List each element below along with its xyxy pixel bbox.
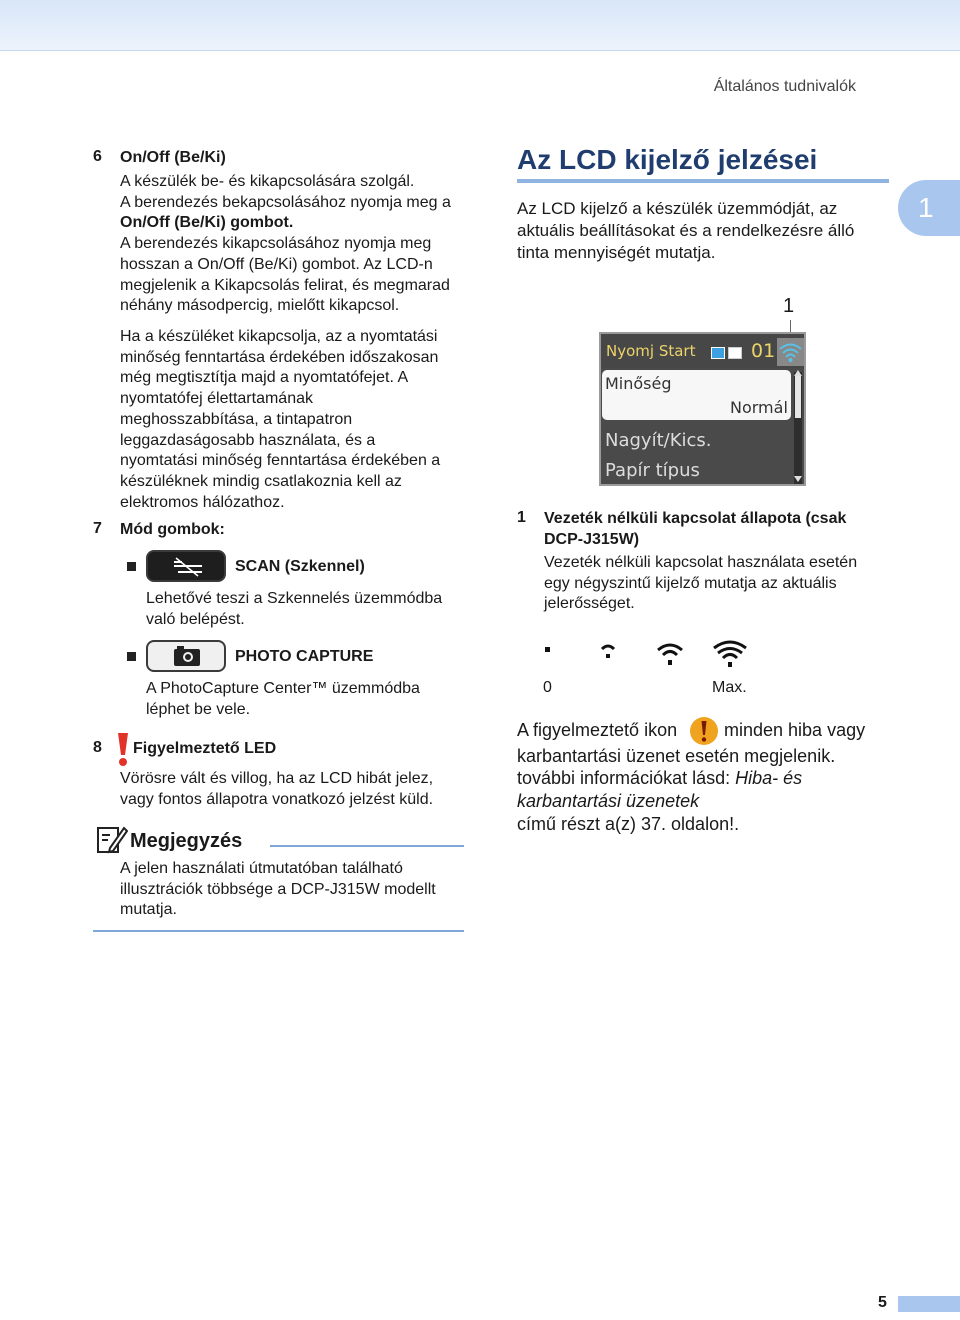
text-line: készüléknek mindig csatlakoznia kell az bbox=[120, 472, 402, 490]
item-number-7: 7 bbox=[93, 520, 102, 537]
warning-line2: karbantartási üzenet esetén megjelenik. bbox=[517, 746, 836, 766]
text-line: Vezeték nélküli kapcsolat állapota (csak bbox=[544, 510, 847, 527]
text-line: nyomtatófej élettartamának bbox=[120, 390, 313, 408]
lcd-copies: 01 bbox=[751, 340, 776, 362]
warning-text-after: minden hiba vagy bbox=[724, 720, 866, 740]
item7-title: Mód gombok: bbox=[120, 521, 225, 538]
text-line: Vezeték nélküli kapcsolat használata esetén bbox=[544, 554, 858, 571]
lcd-row1-value: Normál bbox=[730, 398, 788, 417]
signal-min-label: 0 bbox=[543, 679, 552, 696]
scan-description bbox=[146, 589, 442, 630]
text-line: vagy fontos állapotra vonatkozó jelzést küld. bbox=[120, 790, 434, 808]
text-line: minőség fenntartása érdekében időszakosan bbox=[120, 348, 439, 366]
lcd-row2-label: Nagyít/Kics. bbox=[605, 430, 712, 451]
signal-level-3-icon bbox=[714, 642, 746, 667]
text-line: leggazdaságosabb használata, és a bbox=[120, 431, 376, 449]
text-line: Ha a készüléket kikapcsolja, az a nyomtatási bbox=[120, 328, 438, 345]
item6-paragraph bbox=[120, 327, 470, 513]
photo-capture-description bbox=[146, 679, 420, 720]
signal-strength-levels bbox=[538, 640, 758, 672]
item-number-8: 8 bbox=[93, 739, 102, 756]
signal-max-label: Max. bbox=[712, 679, 747, 696]
note-pencil-icon bbox=[96, 824, 128, 854]
text-line: nyomtatási minőség fenntartása érdekében a bbox=[120, 452, 441, 470]
photo-capture-label: PHOTO CAPTURE bbox=[235, 648, 374, 665]
scan-label: SCAN (Szkennel) bbox=[235, 558, 365, 575]
ink-indicator-white bbox=[728, 347, 742, 359]
warning-text-before: A figyelmeztető ikon bbox=[517, 720, 678, 740]
note-rule-bottom bbox=[93, 930, 464, 932]
lcd-status-text: Nyomj Start bbox=[606, 342, 696, 360]
text-line: meghosszabbítása, a tintapatron bbox=[120, 410, 353, 428]
text-line: A berendezés kikapcsolásához nyomja meg bbox=[120, 235, 432, 253]
text-line: A PhotoCapture Center™ üzemmódba bbox=[146, 680, 420, 697]
wifi-box bbox=[777, 338, 804, 366]
scan-icon bbox=[148, 552, 224, 580]
text-line: megjelenik a Kikapcsolás felirat, és megmarad bbox=[120, 276, 450, 294]
photo-capture-button-icon bbox=[146, 640, 226, 672]
text-line: A készülék be- és kikapcsolására szolgál. bbox=[120, 173, 415, 190]
running-header: Általános tudnivalók bbox=[713, 78, 856, 95]
item-number-6: 6 bbox=[93, 148, 102, 165]
text-line: Lehetővé teszi a Szkennelés üzemmódba bbox=[146, 590, 443, 607]
bullet bbox=[127, 562, 136, 571]
warning-led-icon bbox=[116, 731, 130, 767]
callout-number: 1 bbox=[783, 295, 795, 317]
lcd-row3-label: Papír típus bbox=[605, 460, 700, 481]
note-text bbox=[120, 859, 470, 921]
item8-description bbox=[120, 769, 470, 810]
bullet bbox=[127, 652, 136, 661]
text-line: A berendezés bekapcsolásához nyomja meg a bbox=[120, 193, 451, 211]
camera-icon bbox=[148, 642, 224, 670]
text-line: hosszan a On/Off (Be/Ki) gombot. Az LCD-n bbox=[120, 255, 433, 273]
warning-line4-link[interactable]: karbantartási üzenetek bbox=[517, 791, 700, 811]
section-heading: Az LCD kijelző jelzései bbox=[517, 144, 818, 175]
signal-level-0-icon bbox=[545, 647, 550, 652]
item6-text bbox=[120, 172, 470, 317]
scroll-up-icon bbox=[794, 370, 802, 376]
text-line: egy négyszintű kijelző mutatja az aktuális bbox=[544, 574, 837, 592]
link-text[interactable]: Hiba- és bbox=[735, 768, 803, 788]
text-line: Az LCD kijelző a készülék üzemmódját, az bbox=[517, 199, 838, 218]
text-line: való belépést. bbox=[146, 610, 245, 628]
scroll-down-icon bbox=[794, 476, 802, 482]
text-line: mutatja. bbox=[120, 901, 177, 919]
lcd-screen bbox=[599, 332, 806, 486]
page-number: 5 bbox=[878, 1294, 887, 1311]
text-line: jelerősséget. bbox=[544, 595, 635, 613]
chapter-number: 1 bbox=[918, 192, 934, 223]
footer-tab bbox=[898, 1296, 960, 1312]
top-band bbox=[0, 0, 960, 51]
note-title: Megjegyzés bbox=[130, 830, 243, 852]
ink-indicator-cyan bbox=[711, 347, 725, 359]
right-item1-description bbox=[544, 553, 889, 615]
warning-line5: című részt a(z) 37. oldalon!. bbox=[517, 814, 740, 834]
text-line: DCP-J315W) bbox=[544, 530, 640, 548]
text-line: néhány másodpercig, mielőtt kikapcsol. bbox=[120, 297, 400, 315]
text-line: aktuális beállításokat és a rendelkezésre álló bbox=[517, 221, 855, 240]
intro-text bbox=[517, 198, 889, 264]
text-line: léphet be vele. bbox=[146, 700, 251, 718]
signal-level-2-icon bbox=[658, 645, 682, 665]
lcd-row1-label: Minőség bbox=[605, 374, 672, 393]
right-item1-title bbox=[544, 509, 889, 550]
right-item-number-1: 1 bbox=[517, 509, 526, 526]
text-line: Vörösre vált és villog, ha az LCD hibát jelez, bbox=[120, 770, 434, 787]
item6-title: On/Off (Be/Ki) bbox=[120, 149, 226, 166]
text-line: illusztrációk többsége a DCP-J315W modellt bbox=[120, 880, 436, 898]
wifi-icon bbox=[777, 338, 804, 366]
warning-line3 bbox=[517, 768, 802, 789]
text-span: további információkat lásd: bbox=[517, 768, 731, 788]
text-line: még megtisztítja majd a nyomtatófejet. A bbox=[120, 369, 409, 387]
text-line: A jelen használati útmutatóban található bbox=[120, 860, 403, 877]
heading-rule bbox=[517, 179, 889, 183]
warning-icon bbox=[688, 716, 720, 746]
item8-title: Figyelmeztető LED bbox=[133, 740, 277, 757]
signal-level-1-icon bbox=[602, 646, 614, 658]
lcd-scroll-thumb bbox=[795, 376, 801, 418]
scan-button-icon bbox=[146, 550, 226, 582]
text-line: elektromos hálózathoz. bbox=[120, 493, 285, 511]
text-line: On/Off (Be/Ki) gombot. bbox=[120, 214, 294, 232]
note-rule-top bbox=[270, 845, 464, 847]
text-line: tinta mennyiségét mutatja. bbox=[517, 243, 716, 262]
